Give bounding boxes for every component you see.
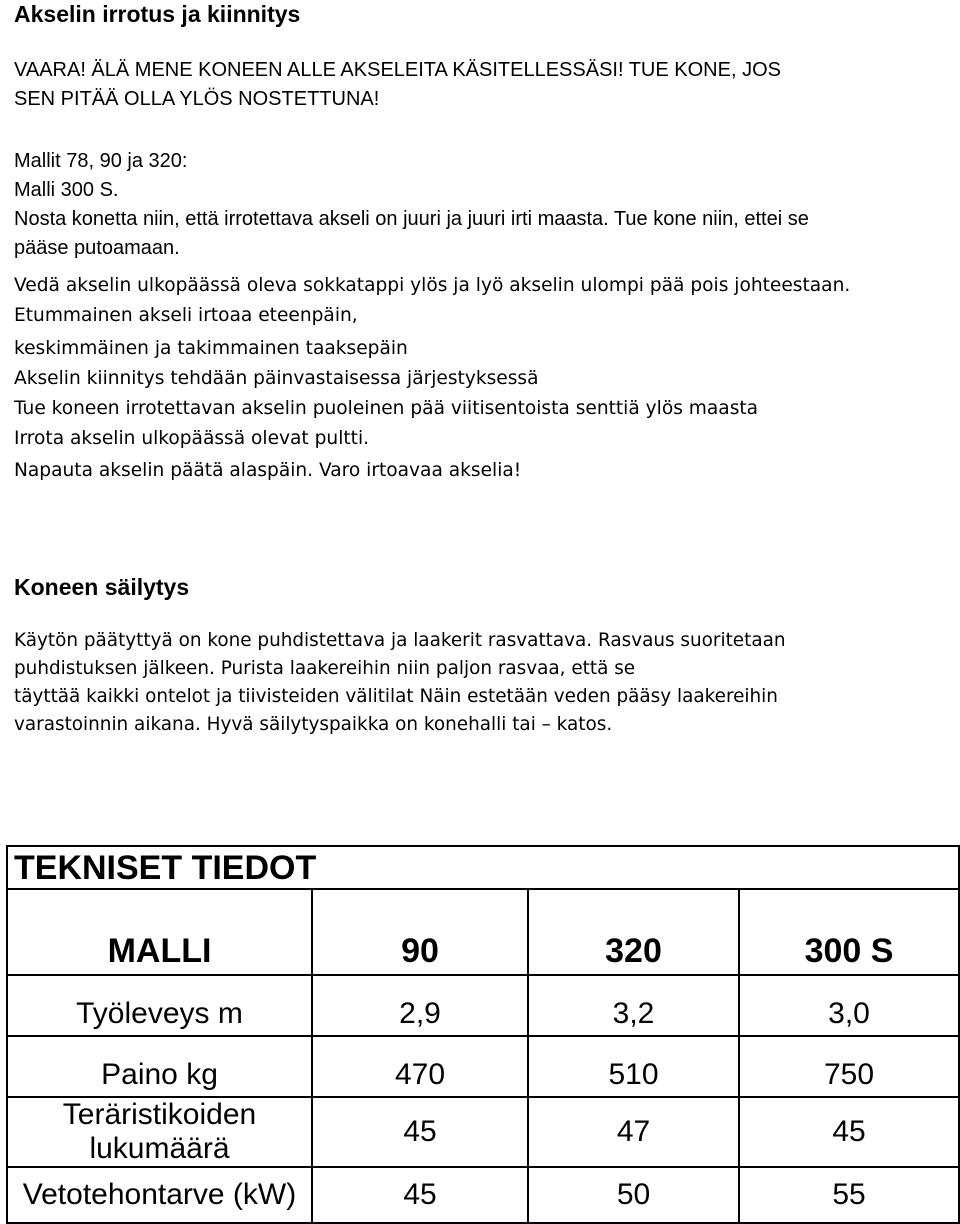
paragraph-line: Napauta akselin päätä alaspäin. Varo irtoavaa akselia! bbox=[14, 460, 522, 481]
paragraph-line: varastoinnin aikana. Hyvä säilytyspaikka on konehalli tai – katos. bbox=[14, 714, 613, 735]
table-title: TEKNISET TIEDOT bbox=[7, 846, 959, 889]
row-label: Vetotehontarve (kW) bbox=[7, 1167, 312, 1223]
paragraph-line: Mallit 78, 90 ja 320: bbox=[14, 150, 188, 172]
table-cell: 45 bbox=[312, 1097, 528, 1167]
paragraph-line: Tue koneen irrotettavan akselin puoleinen pää viitisentoista senttiä ylös maasta bbox=[14, 398, 759, 419]
paragraph-line: Käytön päätyttyä on kone puhdistettava ja laakerit rasvattava. Rasvaus suoritetaan bbox=[14, 630, 786, 651]
table-header-row bbox=[7, 889, 959, 975]
paragraph-line: Irrota akselin ulkopäässä olevat pultti. bbox=[14, 428, 370, 449]
table-cell: 2,9 bbox=[312, 975, 528, 1036]
paragraph-line: Vedä akselin ulkopäässä oleva sokkatappi ylös ja lyö akselin ulompi pää pois johteestaan. bbox=[14, 275, 851, 296]
section-heading-axle: Akselin irrotus ja kiinnitys bbox=[14, 1, 301, 27]
column-header: 300 S bbox=[739, 889, 959, 975]
warning-text: SEN PITÄÄ OLLA YLÖS NOSTETTUNA! bbox=[14, 88, 380, 110]
paragraph-line: Akselin kiinnitys tehdään päinvastaisessa järjestyksessä bbox=[14, 368, 539, 389]
column-header: 90 bbox=[312, 889, 528, 975]
table-cell: 55 bbox=[739, 1167, 959, 1223]
table-row bbox=[7, 1036, 959, 1097]
row-label: Työleveys m bbox=[7, 975, 312, 1036]
warning-text: VAARA! ÄLÄ MENE KONEEN ALLE AKSELEITA KÄSITELLESSÄSI! TUE KONE, JOS bbox=[14, 59, 781, 81]
table-cell: 45 bbox=[312, 1167, 528, 1223]
paragraph-line: täyttää kaikki ontelot ja tiivisteiden välitilat Näin estetään veden pääsy laakereihin bbox=[14, 686, 778, 707]
column-header: MALLI bbox=[7, 889, 312, 975]
paragraph-line: puhdistuksen jälkeen. Purista laakereihin niin paljon rasvaa, että se bbox=[14, 658, 636, 679]
table-row bbox=[7, 975, 959, 1036]
table-cell: 3,0 bbox=[739, 975, 959, 1036]
table-cell: 45 bbox=[739, 1097, 959, 1167]
table-cell: 47 bbox=[528, 1097, 739, 1167]
table-row bbox=[7, 1097, 959, 1167]
table-cell: 470 bbox=[312, 1036, 528, 1097]
table-row bbox=[7, 1167, 959, 1223]
paragraph-line: keskimmäinen ja takimmainen taaksepäin bbox=[14, 338, 408, 359]
row-label-line: lukumäärä bbox=[89, 1132, 230, 1165]
table-cell: 510 bbox=[528, 1036, 739, 1097]
technical-specs-table bbox=[6, 845, 960, 1224]
table-title-row bbox=[7, 846, 959, 889]
section-heading-storage: Koneen säilytys bbox=[14, 574, 190, 600]
row-label bbox=[7, 1097, 312, 1167]
paragraph-line: Nosta konetta niin, että irrotettava akseli on juuri ja juuri irti maasta. Tue kone niin, ettei se bbox=[14, 208, 809, 230]
table-cell: 50 bbox=[528, 1167, 739, 1223]
row-label: Paino kg bbox=[7, 1036, 312, 1097]
table-cell: 3,2 bbox=[528, 975, 739, 1036]
paragraph-line: Etummainen akseli irtoaa eteenpäin, bbox=[14, 305, 358, 326]
paragraph-line: Malli 300 S. bbox=[14, 179, 119, 201]
column-header: 320 bbox=[528, 889, 739, 975]
paragraph-line: pääse putoamaan. bbox=[14, 237, 180, 259]
table-cell: 750 bbox=[739, 1036, 959, 1097]
row-label-line: Teräristikoiden bbox=[62, 1098, 257, 1131]
